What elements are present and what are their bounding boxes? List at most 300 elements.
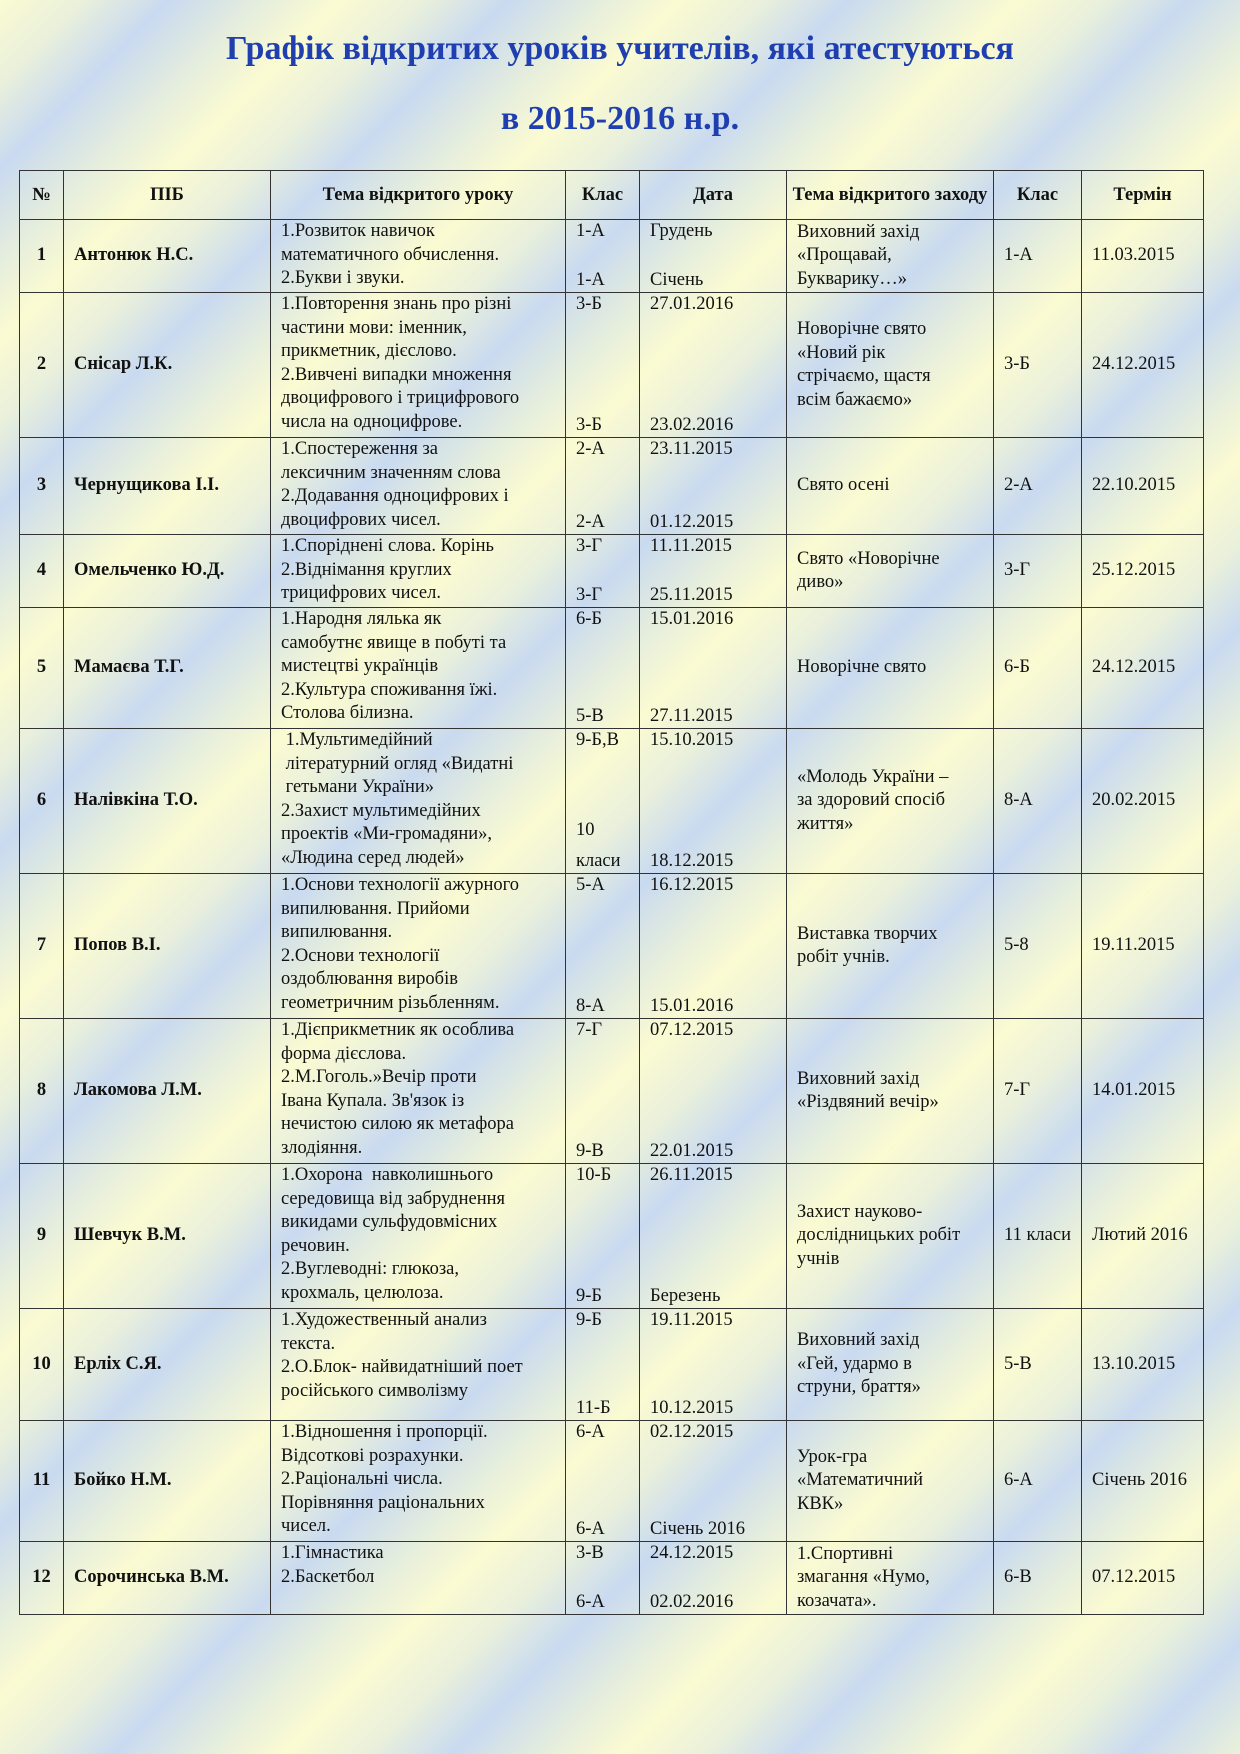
lesson-class-line xyxy=(576,559,639,583)
event-topic-line: струни, браття» xyxy=(797,1377,921,1398)
event-topic xyxy=(787,1421,994,1542)
lesson-class-line: 1-А xyxy=(576,269,605,290)
lesson-topic-line: 1.Гімнастика xyxy=(281,1543,384,1563)
lesson-class xyxy=(566,293,640,438)
lesson-class-line: 3-Б xyxy=(576,294,603,314)
lesson-topic-line: 1.Споріднені слова. Корінь xyxy=(281,536,494,556)
row-number: 11 xyxy=(20,1421,64,1542)
lesson-date-lines xyxy=(640,438,786,534)
lesson-date-line xyxy=(650,474,786,498)
lesson-date xyxy=(640,874,787,1019)
event-term: 20.02.2015 xyxy=(1082,729,1204,874)
lesson-topic-line: 1.Дієприкметник як особлива xyxy=(281,1020,515,1040)
lesson-topic-line: Столова білизна. xyxy=(281,703,414,723)
table-row xyxy=(20,874,1204,1019)
table-row xyxy=(20,608,1204,729)
event-class: 6-Б xyxy=(994,608,1082,729)
lesson-date-line: 26.11.2015 xyxy=(650,1165,733,1185)
lesson-class-line: 2-А xyxy=(576,511,605,532)
lesson-class-line: 10-Б xyxy=(576,1165,612,1185)
lesson-date-line: 16.12.2015 xyxy=(650,875,734,895)
lesson-topic-line: математичного обчислення. xyxy=(281,244,500,265)
event-topic-line: «Гей, удармо в xyxy=(797,1353,912,1374)
lesson-class-line xyxy=(576,383,639,407)
lesson-class-lines xyxy=(566,1164,639,1308)
lesson-class-line: 9-Б xyxy=(576,1310,603,1330)
lesson-date xyxy=(640,1019,787,1164)
lesson-date-line: Грудень xyxy=(650,221,713,241)
lesson-class-line: 3-Г xyxy=(576,584,603,605)
row-number: 7 xyxy=(20,874,64,1019)
lesson-topic-line: чисел. xyxy=(281,1516,331,1536)
event-topic-line: життя» xyxy=(797,813,854,834)
lesson-topic-line: літературний огляд «Видатні xyxy=(281,753,514,774)
event-topic xyxy=(787,220,994,293)
event-term: 22.10.2015 xyxy=(1082,438,1204,535)
lesson-class-line: 7-Г xyxy=(576,1020,603,1040)
event-topic xyxy=(787,1019,994,1164)
lesson-class-line xyxy=(576,1469,639,1493)
lesson-date-line xyxy=(650,789,786,813)
event-topic-line: Виставка творчих xyxy=(797,923,938,944)
event-topic-line: «Новий рік xyxy=(797,342,886,363)
lesson-date-line: 11.11.2015 xyxy=(650,536,732,556)
lesson-date-line xyxy=(650,353,786,377)
row-number: 8 xyxy=(20,1019,64,1164)
header-class: Клас xyxy=(566,171,640,220)
lesson-topic-line: «Людина серед людей» xyxy=(281,847,465,868)
lesson-topic-line: 2.Культура споживання їжі. xyxy=(281,679,498,700)
event-class: 11 класи xyxy=(994,1164,1082,1309)
lesson-date-line xyxy=(650,383,786,407)
teacher-name: Снісар Л.К. xyxy=(64,293,271,438)
lesson-topic-line: двоцифрових чисел. xyxy=(281,509,441,530)
lesson-date-line: 27.01.2016 xyxy=(650,294,734,314)
teacher-name: Шевчук В.М. xyxy=(64,1164,271,1309)
lesson-topic xyxy=(271,1309,566,1421)
lesson-topic-line: 2.Вивчені випадки множення xyxy=(281,364,512,385)
teacher-name: Ерліх С.Я. xyxy=(64,1309,271,1421)
event-class: 8-А xyxy=(994,729,1082,874)
lesson-date-line xyxy=(650,656,786,680)
lesson-topic-line: 2.Баскетбол xyxy=(281,1566,375,1587)
lesson-date-lines xyxy=(640,1164,786,1308)
lesson-topic-line: 2.Захист мультимедійних xyxy=(281,800,481,821)
event-term: 24.12.2015 xyxy=(1082,293,1204,438)
lesson-class-lines xyxy=(566,1542,639,1614)
lesson-class-line xyxy=(576,244,639,268)
event-term: Лютий 2016 xyxy=(1082,1164,1204,1309)
lesson-date-line: 02.02.2016 xyxy=(650,1591,734,1612)
lesson-class-lines xyxy=(566,1309,639,1420)
lesson-topic-line: проектів «Ми-громадяни», xyxy=(281,824,493,844)
lesson-date-line: Березень xyxy=(650,1285,721,1306)
lesson-class-lines xyxy=(566,1421,639,1541)
lesson-date-line: 15.10.2015 xyxy=(650,730,734,750)
lesson-topic xyxy=(271,1421,566,1542)
lesson-topic-line: двоцифрового і трицифрового xyxy=(281,388,520,408)
table-row xyxy=(20,1421,1204,1542)
lesson-date-line: 22.01.2015 xyxy=(650,1140,734,1161)
event-term: 14.01.2015 xyxy=(1082,1019,1204,1164)
lesson-class-line: 6-А xyxy=(576,1591,605,1612)
lesson-class xyxy=(566,1309,640,1421)
lesson-topic-line: 1.Мультимедійний xyxy=(281,730,433,750)
lesson-topic-line: гетьмани України» xyxy=(281,777,435,797)
event-topic-line: за здоровий спосіб xyxy=(797,790,946,811)
lesson-date-line: 24.12.2015 xyxy=(650,1543,734,1563)
lesson-topic-line: Відсоткові розрахунки. xyxy=(281,1445,464,1466)
event-topic xyxy=(787,535,994,608)
lesson-topic-line: 1.Спостереження за xyxy=(281,439,438,459)
lesson-date xyxy=(640,1421,787,1542)
lesson-topic-line: 2.Додавання одноцифрових і xyxy=(281,486,509,506)
table-row xyxy=(20,220,1204,293)
lesson-topic-line: частини мови: іменник, xyxy=(281,317,467,338)
lesson-topic-line: прикметник, дієслово. xyxy=(281,341,457,361)
lesson-topic-line: випилювання. Прийоми xyxy=(281,898,470,919)
lesson-class-line: 8-А xyxy=(576,995,605,1016)
lesson-date-line: 01.12.2015 xyxy=(650,511,734,532)
lesson-class xyxy=(566,438,640,535)
lesson-date-line: 02.12.2015 xyxy=(650,1422,734,1442)
lesson-class-line: 3-Б xyxy=(576,414,603,435)
lesson-class-lines xyxy=(566,874,639,1018)
lesson-topic-line: 1.Основи технології ажурного xyxy=(281,875,520,895)
teacher-name: Лакомова Л.М. xyxy=(64,1019,271,1164)
event-term: 13.10.2015 xyxy=(1082,1309,1204,1421)
lesson-date-line xyxy=(650,934,786,958)
lesson-topic-line: 1.Охорона навколишнього xyxy=(281,1165,494,1185)
lesson-class-line xyxy=(576,656,639,680)
lesson-topic xyxy=(271,293,566,438)
lesson-class xyxy=(566,1542,640,1615)
lesson-topic-line: Івана Купала. Зв'язок із xyxy=(281,1090,465,1111)
row-number: 12 xyxy=(20,1542,64,1615)
lesson-class-line: 3-Г xyxy=(576,536,603,556)
lesson-topic-line: 1.Розвиток навичок xyxy=(281,221,435,241)
row-number: 10 xyxy=(20,1309,64,1421)
header-date: Дата xyxy=(640,171,787,220)
event-topic-line: Новорічне свято xyxy=(797,657,927,678)
page-subtitle-year: в 2015-2016 н.р. xyxy=(500,100,740,137)
lesson-topic xyxy=(271,535,566,608)
event-topic xyxy=(787,1542,994,1615)
lesson-date xyxy=(640,1164,787,1309)
event-topic-line: козачата». xyxy=(797,1590,877,1611)
row-number: 3 xyxy=(20,438,64,535)
lesson-class xyxy=(566,535,640,608)
lesson-topic-line: текста. xyxy=(281,1333,336,1354)
lesson-date-lines xyxy=(640,1309,786,1420)
row-number: 6 xyxy=(20,729,64,874)
event-topic-line: Виховний захід xyxy=(797,221,920,242)
lesson-date-line xyxy=(650,244,786,268)
lesson-date-lines xyxy=(640,535,786,607)
event-class: 5-8 xyxy=(994,874,1082,1019)
event-topic-line: робіт учнів. xyxy=(797,947,890,967)
lesson-date xyxy=(640,438,787,535)
event-topic-line: учнів xyxy=(797,1248,840,1269)
lesson-class xyxy=(566,729,640,874)
lesson-class-line: 9-В xyxy=(576,1140,604,1161)
lesson-date-line: 25.11.2015 xyxy=(650,584,733,605)
lesson-date-line: Січень xyxy=(650,269,704,290)
lesson-date xyxy=(640,220,787,293)
lesson-date-line: 15.01.2016 xyxy=(650,609,734,629)
lesson-topic xyxy=(271,220,566,293)
lesson-date xyxy=(640,608,787,729)
event-class: 2-А xyxy=(994,438,1082,535)
lesson-class-lines xyxy=(566,729,639,873)
event-term: 19.11.2015 xyxy=(1082,874,1204,1019)
lesson-date-line xyxy=(650,1224,786,1248)
teacher-name: Сорочинська В.М. xyxy=(64,1542,271,1615)
event-topic-line: Виховний захід xyxy=(797,1330,920,1351)
row-number: 5 xyxy=(20,608,64,729)
event-term: Січень 2016 xyxy=(1082,1421,1204,1542)
lesson-date xyxy=(640,1542,787,1615)
lesson-topic-line: 2.Основи технології xyxy=(281,945,440,966)
lesson-date-line xyxy=(650,819,786,843)
lesson-date-lines xyxy=(640,874,786,1018)
lesson-class xyxy=(566,1019,640,1164)
lesson-class-lines xyxy=(566,535,639,607)
lesson-class-line: 1-А xyxy=(576,221,605,241)
event-topic xyxy=(787,438,994,535)
lesson-topic-line: 2.Вуглеводні: глюкоза, xyxy=(281,1259,459,1279)
lesson-topic xyxy=(271,1542,566,1615)
lesson-date-line: 15.01.2016 xyxy=(650,995,734,1016)
lesson-class xyxy=(566,608,640,729)
teacher-name: Омельченко Ю.Д. xyxy=(64,535,271,608)
lesson-date-line: 23.02.2016 xyxy=(650,414,734,435)
lesson-topic-line: Порівняння раціональних xyxy=(281,1492,485,1513)
lesson-date-line: 18.12.2015 xyxy=(650,850,734,871)
row-number: 4 xyxy=(20,535,64,608)
event-class: 3-Б xyxy=(994,293,1082,438)
table-row xyxy=(20,293,1204,438)
lesson-topic-line: форма дієслова. xyxy=(281,1043,407,1064)
lesson-topic-line: 2.О.Блок- найвидатніший поет xyxy=(281,1357,523,1377)
table-row xyxy=(20,1309,1204,1421)
lesson-topic-line: крохмаль, целюлоза. xyxy=(281,1282,444,1303)
lesson-class-line: 6-А xyxy=(576,1518,605,1539)
lesson-date-line xyxy=(650,759,786,783)
lesson-class-lines xyxy=(566,293,639,437)
lesson-class-lines xyxy=(566,608,639,728)
lesson-topic-line: геометричним різьбленням. xyxy=(281,992,500,1013)
lesson-topic-line: 1.Відношення і пропорції. xyxy=(281,1422,488,1442)
lesson-topic-line: 2.Раціональні числа. xyxy=(281,1469,443,1489)
lesson-date-line: 27.11.2015 xyxy=(650,705,733,726)
lesson-topic xyxy=(271,874,566,1019)
lesson-topic xyxy=(271,438,566,535)
open-lessons-table xyxy=(19,170,1204,1615)
lesson-topic-line: російського символізму xyxy=(281,1380,468,1401)
lesson-class-line xyxy=(576,353,639,377)
lesson-date-lines xyxy=(640,1421,786,1541)
event-topic-line: Захист науково- xyxy=(797,1201,923,1222)
lesson-date-line xyxy=(650,559,786,583)
lesson-class-line: 6-А xyxy=(576,1422,605,1442)
lesson-date-line: 10.12.2015 xyxy=(650,1397,734,1418)
lesson-class xyxy=(566,220,640,293)
lesson-topic-line: 2.Букви і звуки. xyxy=(281,268,405,288)
lesson-class xyxy=(566,1164,640,1309)
event-class: 5-В xyxy=(994,1309,1082,1421)
lesson-topic-line: 2.М.Гоголь.»Вечір проти xyxy=(281,1067,477,1087)
header-term: Термін xyxy=(1082,171,1204,220)
event-topic-line: Новорічне свято xyxy=(797,319,927,339)
event-topic xyxy=(787,1164,994,1309)
event-class: 7-Г xyxy=(994,1019,1082,1164)
event-topic xyxy=(787,608,994,729)
lesson-class-line: 5-В xyxy=(576,705,604,726)
lesson-topic xyxy=(271,608,566,729)
lesson-class-line xyxy=(576,789,639,813)
lesson-date-lines xyxy=(640,608,786,728)
event-class: 6-В xyxy=(994,1542,1082,1615)
event-topic-line: «Молодь України – xyxy=(797,766,949,787)
event-topic xyxy=(787,729,994,874)
lesson-class-lines xyxy=(566,1019,639,1163)
lesson-date-line xyxy=(650,323,786,347)
event-topic-line: Виховний захід xyxy=(797,1068,920,1089)
event-topic xyxy=(787,874,994,1019)
lesson-date-lines xyxy=(640,1019,786,1163)
event-topic-line: Урок-гра xyxy=(797,1446,868,1467)
teacher-name: Попов В.І. xyxy=(64,874,271,1019)
event-topic-line: всім бажаємо» xyxy=(797,389,913,410)
lesson-date-lines xyxy=(640,220,786,292)
lesson-date xyxy=(640,293,787,438)
table-row xyxy=(20,438,1204,535)
header-lesson-topic: Тема відкритого уроку xyxy=(271,171,566,220)
event-topic xyxy=(787,1309,994,1421)
lesson-class-line: 9-Б,В xyxy=(576,730,619,750)
lesson-date xyxy=(640,729,787,874)
page-title: Графік відкритих уроків учителів, які атестуються xyxy=(226,30,1014,67)
lesson-date-lines xyxy=(640,293,786,437)
lesson-class-line xyxy=(576,474,639,498)
lesson-topic-line: 1.Художественный анализ xyxy=(281,1310,487,1330)
event-topic-line: КВК» xyxy=(797,1493,844,1514)
table-row xyxy=(20,1164,1204,1309)
lesson-topic-line: лексичним значенням слова xyxy=(281,462,501,483)
event-topic-line: Свято «Новорічне xyxy=(797,548,940,569)
lesson-topic-line: злодіяння. xyxy=(281,1137,363,1158)
lesson-class xyxy=(566,874,640,1019)
lesson-date-line xyxy=(650,1469,786,1493)
lesson-class-line xyxy=(576,1224,639,1248)
header-name: ПІБ xyxy=(64,171,271,220)
lesson-topic xyxy=(271,1019,566,1164)
lesson-topic-line: самобутнє явище в побуті та xyxy=(281,632,507,653)
row-number: 1 xyxy=(20,220,64,293)
lesson-topic-line: 2.Віднімання круглих xyxy=(281,559,452,580)
lesson-date xyxy=(640,1309,787,1421)
event-topic-line: «Прощавай, xyxy=(797,245,892,266)
lesson-class xyxy=(566,1421,640,1542)
header-event-topic: Тема відкритого заходу xyxy=(787,171,994,220)
lesson-class-line xyxy=(576,934,639,958)
lesson-topic-line: 1.Народня лялька як xyxy=(281,609,442,629)
teacher-name: Чернущикова І.І. xyxy=(64,438,271,535)
event-topic-line: диво» xyxy=(797,572,844,592)
lesson-date-lines xyxy=(640,1542,786,1614)
event-term: 24.12.2015 xyxy=(1082,608,1204,729)
lesson-topic xyxy=(271,729,566,874)
lesson-class-lines xyxy=(566,438,639,534)
lesson-date-line: Січень 2016 xyxy=(650,1518,745,1539)
lesson-class-line: 3-В xyxy=(576,1543,604,1563)
lesson-topic-line: нечистою силою як метафора xyxy=(281,1114,514,1134)
event-class: 3-Г xyxy=(994,535,1082,608)
event-topic-line: «Різдвяний вечір» xyxy=(797,1092,939,1112)
lesson-class-line: 9-Б xyxy=(576,1285,603,1306)
lesson-class-line: класи xyxy=(576,850,621,871)
event-topic-line: «Математичний xyxy=(797,1470,924,1491)
header-number: № xyxy=(20,171,64,220)
event-class: 6-А xyxy=(994,1421,1082,1542)
lesson-class-line: 6-Б xyxy=(576,609,603,629)
event-topic xyxy=(787,293,994,438)
lesson-date xyxy=(640,535,787,608)
event-term: 11.03.2015 xyxy=(1082,220,1204,293)
lesson-date-line: 07.12.2015 xyxy=(650,1020,734,1040)
lesson-class-line: 10 xyxy=(576,820,595,841)
table-row xyxy=(20,1019,1204,1164)
event-topic-line: дослідницьких робіт xyxy=(797,1225,961,1246)
row-number: 2 xyxy=(20,293,64,438)
table-header-row xyxy=(20,171,1204,220)
event-topic-line: стрічаємо, щастя xyxy=(797,366,931,386)
table-row xyxy=(20,729,1204,874)
teacher-name: Налівкіна Т.О. xyxy=(64,729,271,874)
event-topic-line: Свято осені xyxy=(797,475,890,496)
event-topic-line: Букварику…» xyxy=(797,268,907,289)
lesson-topic-line: числа на одноцифрове. xyxy=(281,411,463,432)
lesson-topic-line: середовища від забруднення xyxy=(281,1188,506,1209)
event-topic-line: змагання «Нумо, xyxy=(797,1567,930,1588)
teacher-name: Бойко Н.М. xyxy=(64,1421,271,1542)
row-number: 9 xyxy=(20,1164,64,1309)
lesson-class-line xyxy=(576,323,639,347)
lesson-class-line: 11-Б xyxy=(576,1397,611,1418)
lesson-class-line: 5-А xyxy=(576,875,605,895)
lesson-topic-line: речовин. xyxy=(281,1235,350,1256)
lesson-topic-line: оздоблювання виробів xyxy=(281,969,458,989)
lesson-topic-line: 1.Повторення знань про різні xyxy=(281,294,512,314)
lesson-topic xyxy=(271,1164,566,1309)
lesson-class-line xyxy=(576,759,639,783)
lesson-class-line: 2-А xyxy=(576,439,605,459)
lesson-class-lines xyxy=(566,220,639,292)
teacher-name: Антонюк Н.С. xyxy=(64,220,271,293)
table-row xyxy=(20,535,1204,608)
lesson-topic-line: трицифрових чисел. xyxy=(281,583,441,603)
lesson-topic-line: мистецтві українців xyxy=(281,656,439,676)
teacher-name: Мамаєва Т.Г. xyxy=(64,608,271,729)
event-term: 07.12.2015 xyxy=(1082,1542,1204,1615)
event-class: 1-А xyxy=(994,220,1082,293)
lesson-date-lines xyxy=(640,729,786,873)
event-topic-line: 1.Спортивні xyxy=(797,1543,894,1564)
lesson-date-line: 19.11.2015 xyxy=(650,1310,733,1330)
event-term: 25.12.2015 xyxy=(1082,535,1204,608)
lesson-date-line: 23.11.2015 xyxy=(650,439,733,459)
